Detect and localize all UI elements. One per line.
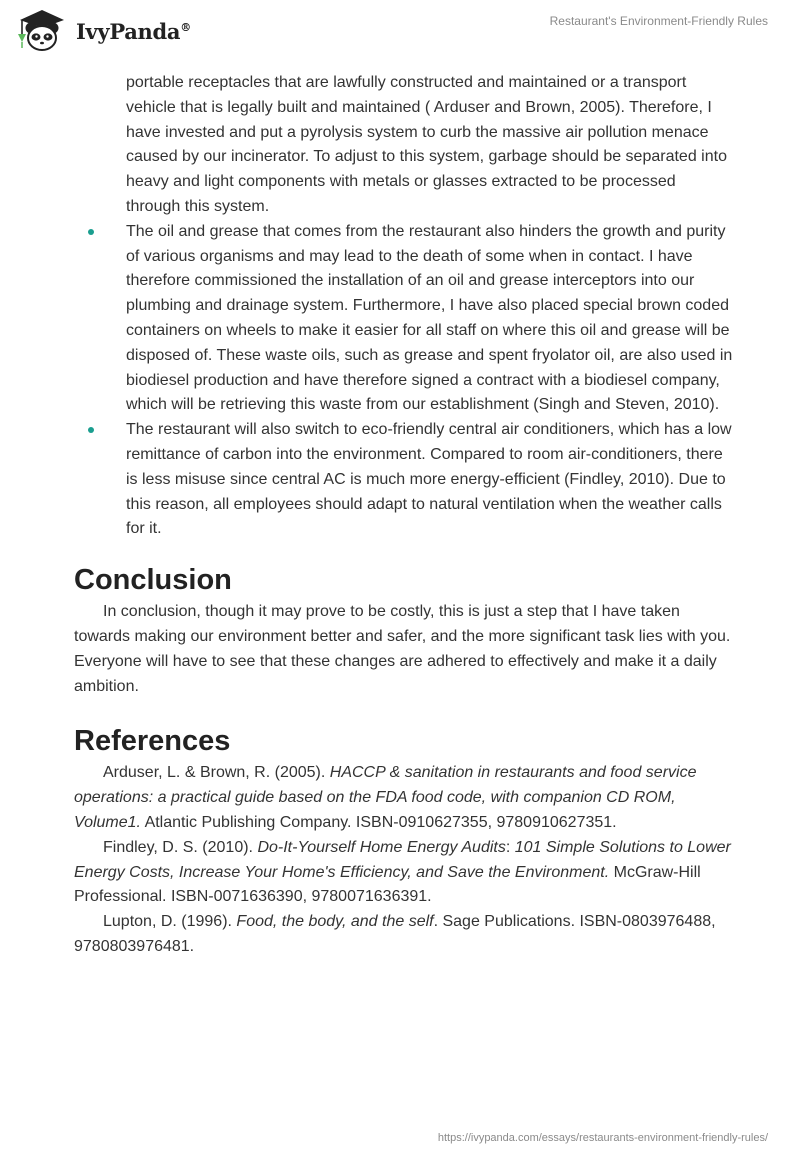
ivypanda-logo[interactable] [12,6,191,56]
reference-entry: Lupton, D. (1996). Food, the body, and the self. Sage Publications. ISBN-0803976488, 9780803976481. [74,913,716,955]
document-title: Restaurant's Environment-Friendly Rules [549,14,768,28]
page-header [0,0,800,62]
bullet-icon [88,427,94,433]
bullet-list [74,71,734,542]
brand-name: IvyPanda® [76,18,191,44]
list-item [74,71,734,220]
list-item [74,220,734,418]
footer-url[interactable]: https://ivypanda.com/essays/restaurants-environment-friendly-rules/ [437,1132,768,1144]
reference-entry: Findley, D. S. (2010). Do-It-Yourself Home Energy Audits: 101 Simple Solutions to Lower Energy Costs, Increase Your Home's Efficiency, and Save the Environment. McGraw-Hill Professional. ISBN-0071636390, 9780071636391. [74,838,731,906]
essay-content [74,71,734,960]
bullet-text: The restaurant will also switch to eco-friendly central air conditioners, which has a low remittance of carbon into the environment. Compared to room air-conditioners, there is less misuse since central AC is much more energy-efficient (Findley, 2010). Due to this reason, all employees should adapt to natural ventilation when the weather calls for it. [126,421,732,538]
reference-entry: Arduser, L. & Brown, R. (2005). HACCP & sanitation in restaurants and food service operations: a practical guide based on the FDA food code, with companion CD ROM, Volume1. Atlantic Publishing Company. ISBN-0910627355, 9780910627351. [74,764,697,831]
conclusion-paragraph: In conclusion, though it may prove to be costly, this is just a step that I have taken towards making our environment better and safer, and the more significant task lies with you. Everyone will have to see that these changes are adhered to effectively and make it a daily ambition. [74,603,731,695]
bullet-icon [88,229,94,235]
list-item [74,418,734,542]
bullet-text: The oil and grease that comes from the restaurant also hinders the growth and purity of various organisms and may lead to the death of some when in contact. I have therefore commissioned the installation of an oil and grease interceptors into our plumbing and drainage system. Furthermore, I have also placed special brown coded containers on wheels to make it easier for all staff on where this oil and grease will be disposed of. These waste oils, such as grease and spent fryolator oil, are also used in biodiesel production and have therefore signed a contract with a biodiesel company, which will be retrieving this waste from our establishment (Singh and Steven, 2010). [126,222,733,414]
bullet-text: portable receptacles that are lawfully constructed and maintained or a transport vehicle that is legally built and maintained ( Arduser and Brown, 2005). Therefore, I have invested and put a pyrolysis system to curb the massive air pollution menace caused by our incinerator. To adjust to this system, garbage should be separated into heavy and light components with metals or glasses extracted to be processed through this system. [126,74,727,215]
references-heading: References [74,725,231,758]
conclusion-heading: Conclusion [74,564,232,597]
panda-logo-icon [12,6,72,56]
